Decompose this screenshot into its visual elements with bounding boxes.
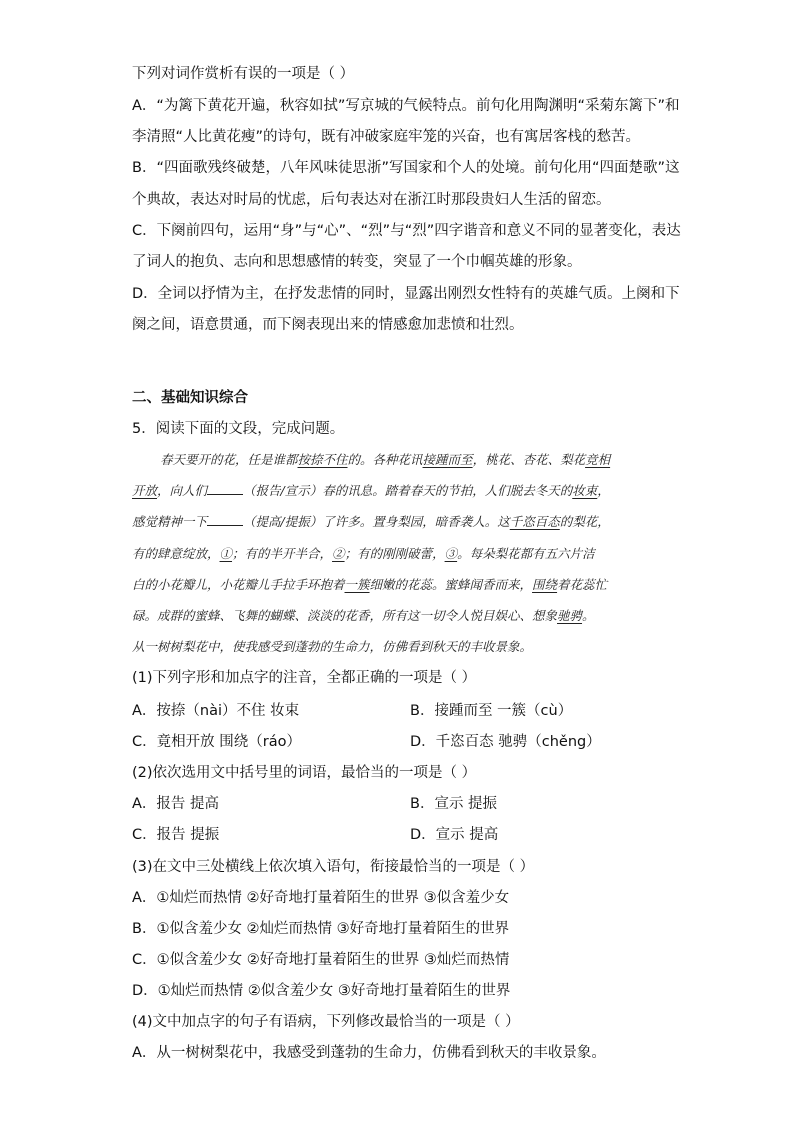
option-b: B．①似含羞少女 ②灿烂而热情 ③好奇地打量着陌生的世界 bbox=[132, 921, 510, 937]
option-c: C．报告 提振 bbox=[132, 827, 220, 843]
option-a: A．报告 提高 bbox=[132, 796, 220, 812]
q4-line: B．“四面歌残终破楚，八年风味徒思浙”写国家和个人的处境。前句化用“四面楚歌”这 bbox=[132, 160, 680, 176]
q4-line: 了词人的抱负、志向和思想感情的转变，突显了一个巾帼英雄的形象。 bbox=[132, 254, 582, 270]
blank-marker: ③ bbox=[444, 546, 458, 561]
q5-stem: 5．阅读下面的文段，完成问题。 bbox=[132, 421, 345, 437]
underlined-word: 一簇 bbox=[344, 577, 370, 592]
passage-line: 春天要开的花，任是谁都按捺不住的。各种花讯接踵而至，桃花、杏花、梨花竞相 bbox=[160, 452, 611, 467]
sub1-stem: (1)下列字形和加点字的注音，全都正确的一项是（ ） bbox=[132, 670, 477, 686]
underlined-word: 按捺不住 bbox=[297, 452, 348, 467]
blank-line bbox=[207, 512, 243, 526]
passage-line: 白的小花瓣儿，小花瓣儿手拉手环抱着一簇细嫩的花蕊。蜜蜂闻香而来，围绕着花蕊忙 bbox=[132, 577, 608, 592]
sub3-stem: (3)在文中三处横线上依次填入语句，衔接最恰当的一项是（ ） bbox=[132, 859, 535, 875]
q4-line: 李清照“人比黄花瘦”的诗句，既有冲破家庭牢笼的兴奋，也有寓居客栈的愁苦。 bbox=[132, 129, 641, 145]
passage-line: 从一树树梨花中，使我感受到蓬勃的生命力，仿佛看到秋天的丰收景象。 bbox=[132, 639, 533, 654]
passage-line: 碌。成群的蜜蜂、飞舞的蝴蝶、淡淡的花香，所有这一切令人悦目娱心、想象驰骋。 bbox=[132, 608, 595, 623]
option-a: A．按捺（nài）不住 妆束 bbox=[132, 703, 300, 719]
q4-line: C．下阕前四句，运用“身”与“心”、“烈”与“烈”四字谐音和意义不同的显著变化，表达 bbox=[132, 223, 681, 239]
option-d: D．①灿烂而热情 ②似含羞少女 ③好奇地打量着陌生的世界 bbox=[132, 983, 511, 999]
blank-marker: ① bbox=[219, 546, 233, 561]
blank-marker: ② bbox=[332, 546, 345, 561]
q4-line: D．全词以抒情为主，在抒发悲情的同时，显露出刚烈女性特有的英雄气质。上阕和下 bbox=[132, 286, 680, 302]
underlined-word: 驰骋 bbox=[557, 608, 583, 623]
passage-line: 感觉精神一下 （提高/提振）了许多。置身梨园，暗香袭人。这千恣百态的梨花， bbox=[132, 514, 610, 529]
option-d: D．宣示 提高 bbox=[410, 827, 499, 843]
q4-line: 个典故，表达对时局的忧虑，后句表达对在浙江时那段贵妇人生活的留恋。 bbox=[132, 192, 611, 208]
option-d: D．千恣百态 驰骋（chěng） bbox=[410, 734, 601, 750]
option-b: B．宣示 提振 bbox=[410, 796, 498, 812]
section-title: 二、基础知识综合 bbox=[132, 390, 248, 406]
q4-line: A．“为篱下黄花开遍，秋容如拭”写京城的气候特点。前句化用陶渊明“采菊东篱下”和 bbox=[132, 98, 680, 114]
underlined-word: 围绕 bbox=[532, 577, 558, 592]
underlined-word: 接踵而至 bbox=[422, 452, 473, 467]
option-a: A．从一树树梨花中，我感受到蓬勃的生命力，仿佛看到秋天的丰收景象。 bbox=[132, 1045, 606, 1061]
passage-line: 有的肆意绽放，①；有的半开半合，②；有的刚刚破蕾，③。每朵梨花都有五六片洁 bbox=[132, 546, 595, 561]
q4-stem: 下列对词作赏析有误的一项是（ ） bbox=[132, 66, 355, 82]
option-c: C．①似含羞少女 ②好奇地打量着陌生的世界 ③灿烂而热情 bbox=[132, 952, 510, 968]
sub2-stem: (2)依次选用文中括号里的词语，最恰当的一项是（ ） bbox=[132, 765, 477, 781]
option-b: B．接踵而至 一簇（cù） bbox=[410, 703, 573, 719]
q4-line: 阕之间，语意贯通，而下阕表现出来的情感愈加悲愤和壮烈。 bbox=[132, 317, 524, 333]
blank-line bbox=[207, 481, 243, 495]
option-c: C．竟相开放 围绕（ráo） bbox=[132, 734, 301, 750]
option-a: A．①灿烂而热情 ②好奇地打量着陌生的世界 ③似含羞少女 bbox=[132, 890, 510, 906]
underlined-word: 开放 bbox=[132, 483, 158, 498]
passage-line: 开放，向人们 （报告/宣示）春的讯息。踏着春天的节拍，人们脱去冬天的妆束， bbox=[132, 483, 610, 498]
underlined-word: 竞相 bbox=[585, 452, 611, 467]
underlined-word: 妆束 bbox=[572, 483, 598, 498]
sub4-stem: (4)文中加点字的句子有语病，下列修改最恰当的一项是（ ） bbox=[132, 1014, 520, 1030]
underlined-word: 千恣百态 bbox=[509, 514, 560, 529]
